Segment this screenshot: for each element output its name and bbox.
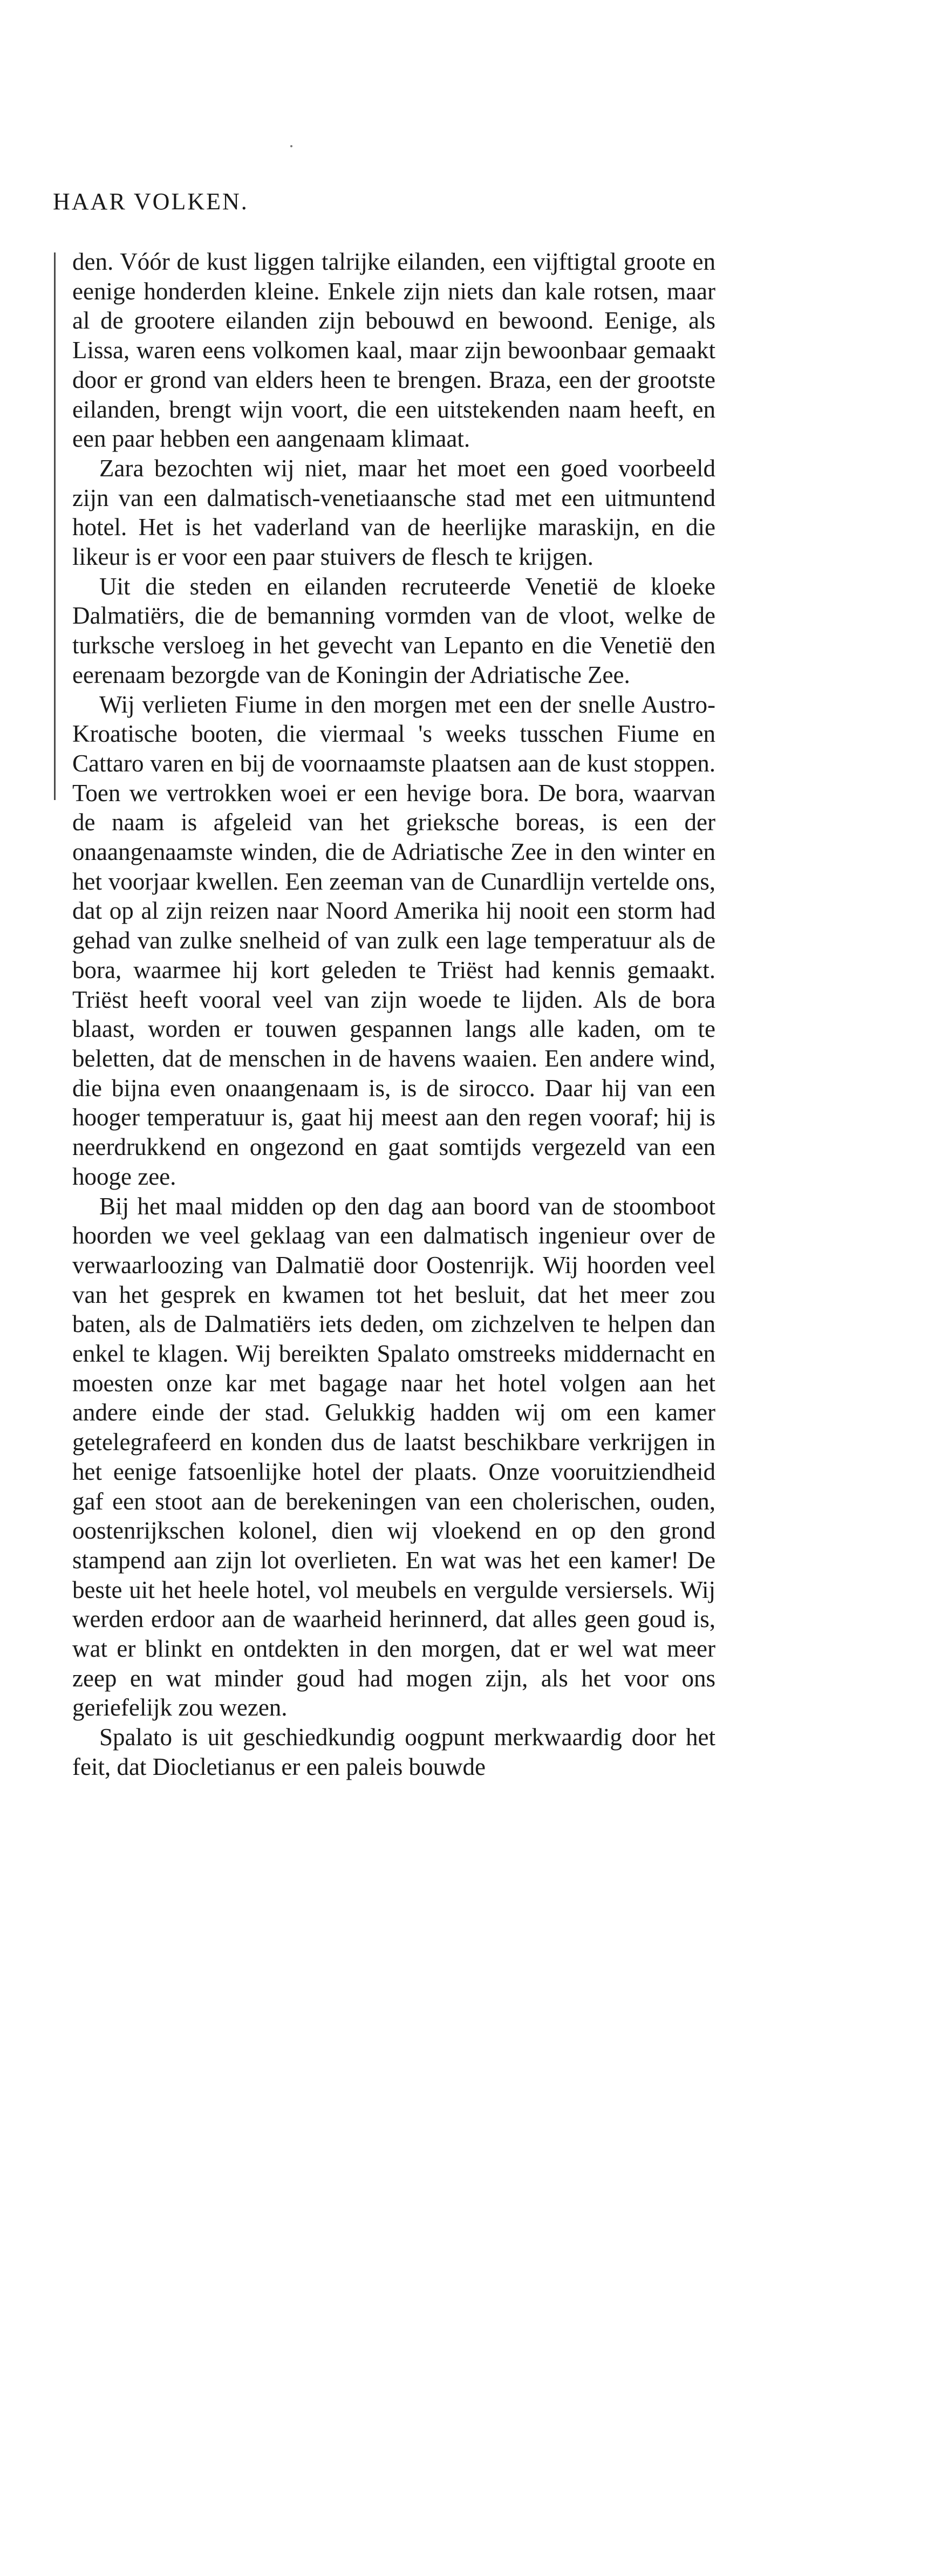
paragraph-spalato-arrival: Bij het maal midden op den dag aan boord van de stoomboot hoorden we veel geklaag van een dalmatisch ingenieur over de verwaarloozing van Dalmatië door Oostenrijk. Wij hoorden veel van het gesprek en kwamen tot het besluit, dat het meer zou baten, als de Dalmatiërs iets deden, om zichzelven te helpen dan enkel te klagen. Wij bereikten Spalato omstreeks middernacht en moesten onze kar met bagage naar het hotel volgen aan het andere einde der stad. Gelukkig hadden wij om een kamer getelegrafeerd en konden dus de laatst beschikbare verkrijgen in het eenige fatsoenlijke hotel der plaats. Onze vooruitziendheid gaf een stoot aan de berekeningen van een cholerischen, ouden, oostenrijkschen kolonel, dien wij vloekend en op den grond stampend aan zijn lot overlieten. En wat was het een kamer! De beste uit het heele hotel, vol meubels en vergulde versiersels. Wij werden erdoor aan de waarheid herinnerd, dat alles geen goud is, wat er blinkt en ontdekten in den morgen, dat er wel wat meer zeep en wat minder goud had mogen zijn, als het voor ons geriefelijk zou wezen. xyxy=(72,1192,715,1721)
paragraph-zara: Zara bezochten wij niet, maar het moet een goed voorbeeld zijn van een dalmatisch-venetiaansche stad met een uitmuntend hotel. Het is het vaderland van de heerlijke maraskijn, en die likeur is er voor een paar stuivers de flesch te krijgen. xyxy=(72,454,715,571)
running-header: HAAR VOLKEN. xyxy=(53,188,249,215)
paragraph-lepanto: Uit die steden en eilanden recruteerde Venetië de kloeke Dalmatiërs, die de bemanning vormden van de vloot, welke de turksche versloeg in het gevecht van Lepanto en die Venetië den eerenaam bezorgde van de Koningin der Adriatische Zee. xyxy=(72,572,715,688)
body-text xyxy=(72,247,715,1782)
margin-rule xyxy=(54,252,56,800)
paragraph-diocletianus: Spalato is uit geschiedkundig oogpunt merkwaardig door het feit, dat Diocletianus er een paleis bouwde xyxy=(72,1724,715,1780)
paragraph-bora: Wij verlieten Fiume in den morgen met een der snelle Austro-Kroatische booten, die viermaal 's weeks tusschen Fiume en Cattaro varen en bij de voornaamste plaatsen aan de kust stoppen. Toen we vertrokken woei er een hevige bora. De bora, waarvan de naam is afgeleid van het grieksche boreas, is een der onaangenaamste winden, die de Adriatische Zee in den winter en het voorjaar kwellen. Een zeeman van de Cunardlijn vertelde ons, dat op al zijn reizen naar Noord Amerika hij nooit een storm had gehad van zulke snelheid of van zulk een lage temperatuur als de bora, waarmee hij kort geleden te Triëst had kennis gemaakt. Triëst heeft vooral veel van zijn woede te lijden. Als de bora blaast, worden er touwen gespannen langs alle kaden, om te beletten, dat de menschen in de havens waaien. Een andere wind, die bijna even onaangenaam is, is de sirocco. Daar hij van een hooger temperatuur is, gaat hij meest aan den regen vooraf; hij is neerdrukkend en ongezond en gaat somtijds vergezeld van een hooge zee. xyxy=(72,691,715,1190)
print-speck xyxy=(290,145,292,147)
paragraph-islands: den. Vóór de kust liggen talrijke eilanden, een vijftigtal groote en eenige honderden kleine. Enkele zijn niets dan kale rotsen, maar al de grootere eilanden zijn bebouwd en bewoond. Eenige, als Lissa, waren eens volkomen kaal, maar zijn bewoonbaar gemaakt door er grond van elders heen te brengen. Braza, een der grootste eilanden, brengt wijn voort, die een uitstekenden naam heeft, en een paar hebben een aangenaam klimaat. xyxy=(72,248,715,453)
